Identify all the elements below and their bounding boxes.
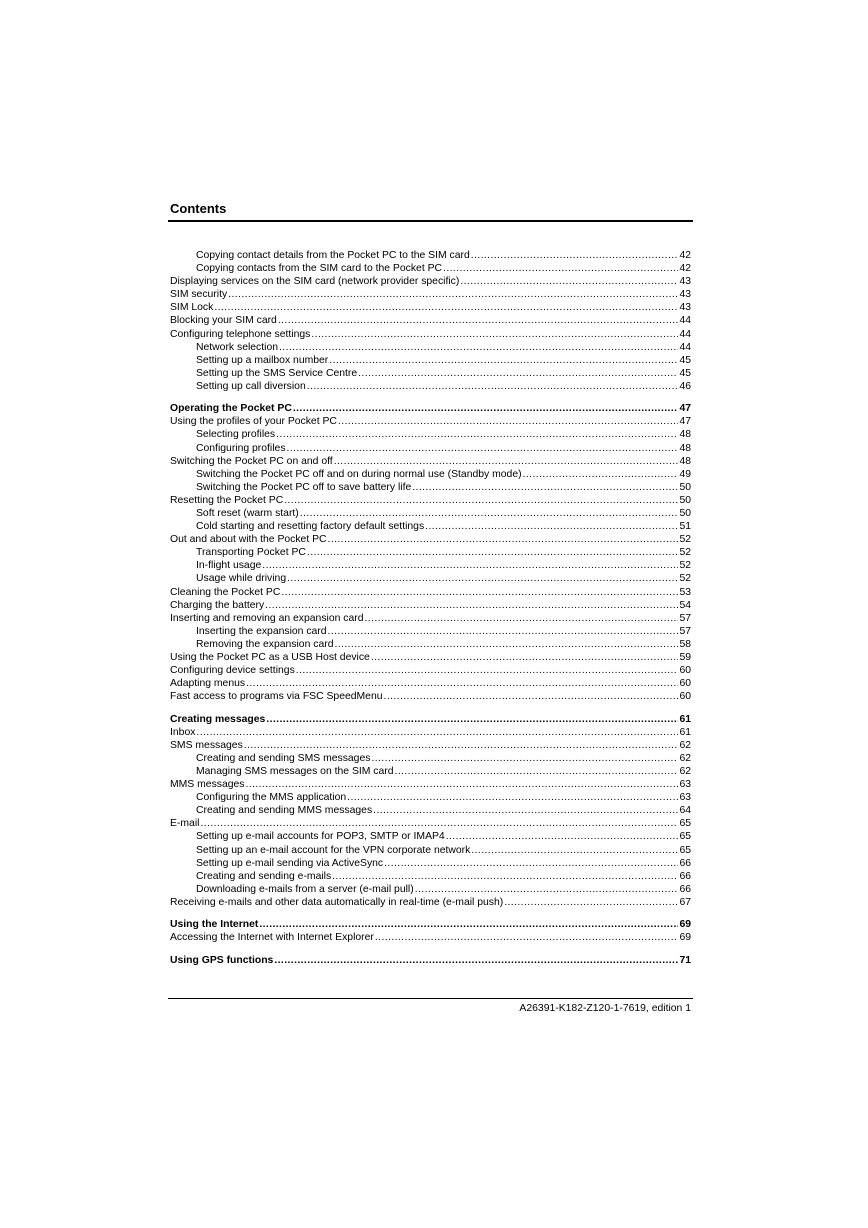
toc-dot-leader: [265, 599, 678, 612]
toc-page-number: 66: [679, 870, 691, 882]
toc-entry[interactable]: [170, 314, 691, 327]
toc-page-number: 43: [679, 289, 691, 301]
toc-dot-leader: [244, 739, 679, 752]
toc-entry[interactable]: [170, 830, 691, 843]
toc-entry[interactable]: [170, 612, 691, 625]
toc-entry-title: Displaying services on the SIM card (network provider specific): [170, 276, 460, 288]
toc-entry[interactable]: [170, 262, 691, 275]
toc-page-number: 62: [679, 739, 691, 751]
toc-dot-leader: [471, 249, 679, 262]
toc-entry-title: Transporting Pocket PC: [196, 547, 306, 559]
toc-entry-title: Blocking your SIM card: [170, 315, 277, 327]
toc-entry[interactable]: [170, 896, 691, 909]
toc-dot-leader: [300, 507, 679, 520]
toc-dot-leader: [246, 778, 679, 791]
toc-dot-leader: [228, 288, 678, 301]
toc-dot-leader: [266, 713, 678, 726]
toc-page-number: 44: [679, 315, 691, 327]
toc-entry[interactable]: [170, 870, 691, 883]
toc-dot-leader: [334, 638, 678, 651]
toc-page-number: 63: [679, 792, 691, 804]
toc-page-number: 45: [679, 367, 691, 379]
toc-dot-leader: [443, 262, 678, 275]
toc-page-number: 67: [679, 896, 691, 908]
toc-entry[interactable]: [170, 354, 691, 367]
toc-entry-title: SIM security: [170, 289, 228, 301]
toc-dot-leader: [287, 572, 678, 585]
toc-entry[interactable]: [170, 857, 691, 870]
toc-entry-title: Switching the Pocket PC on and off: [170, 455, 333, 467]
toc-entry-title: Resetting the Pocket PC: [170, 494, 284, 506]
toc-page-number: 52: [679, 573, 691, 585]
toc-dot-leader: [328, 533, 679, 546]
toc-entry[interactable]: [170, 804, 691, 817]
toc-page-number: 52: [679, 560, 691, 572]
toc-dot-leader: [334, 455, 679, 468]
toc-entry[interactable]: [170, 546, 691, 559]
toc-dot-leader: [278, 314, 679, 327]
table-of-contents: [170, 249, 691, 967]
toc-page-number: 44: [679, 328, 691, 340]
toc-entry[interactable]: [170, 533, 691, 546]
toc-entry-title: Operating the Pocket PC: [170, 403, 292, 415]
toc-page-number: 43: [679, 276, 691, 288]
toc-entry-title: Adapting menus: [170, 678, 246, 690]
toc-page-number: 60: [679, 665, 691, 677]
toc-entry-title: In-flight usage: [196, 560, 262, 572]
toc-entry-title: SMS messages: [170, 739, 243, 751]
toc-page-number: 57: [679, 612, 691, 624]
toc-dot-leader: [296, 664, 679, 677]
toc-entry[interactable]: [170, 638, 691, 651]
toc-dot-leader: [471, 844, 678, 857]
toc-entry[interactable]: [170, 559, 691, 572]
footer-divider: [168, 998, 693, 999]
toc-chapter-entry[interactable]: [170, 954, 691, 967]
toc-page-number: 43: [679, 302, 691, 314]
toc-entry[interactable]: [170, 442, 691, 455]
toc-dot-leader: [425, 520, 678, 533]
toc-entry-title: Receiving e-mails and other data automatically in real-time (e-mail push): [170, 896, 504, 908]
toc-dot-leader: [284, 494, 678, 507]
toc-page-number: 54: [679, 599, 691, 611]
toc-dot-leader: [311, 328, 678, 341]
toc-dot-leader: [196, 726, 678, 739]
toc-chapter-entry[interactable]: [170, 402, 691, 415]
toc-entry-title: Fast access to programs via FSC SpeedMenu: [170, 691, 383, 703]
toc-page-number: 69: [679, 919, 691, 931]
toc-page-number: 61: [679, 713, 691, 725]
toc-entry-title: Inbox: [170, 726, 196, 738]
toc-page-number: 58: [679, 638, 691, 650]
toc-entry-title: Switching the Pocket PC off to save battery life: [196, 481, 412, 493]
toc-dot-leader: [276, 428, 678, 441]
toc-dot-leader: [415, 883, 679, 896]
toc-dot-leader: [395, 765, 679, 778]
toc-entry-title: Removing the expansion card: [196, 638, 334, 650]
toc-entry-title: Copying contacts from the SIM card to the Pocket PC: [196, 263, 443, 275]
toc-page-number: 65: [679, 818, 691, 830]
toc-entry-title: Using the profiles of your Pocket PC: [170, 416, 337, 428]
toc-entry-title: Using the Internet: [170, 919, 259, 931]
toc-page-number: 60: [679, 691, 691, 703]
toc-page-number: 64: [679, 805, 691, 817]
toc-entry-title: Configuring telephone settings: [170, 328, 311, 340]
toc-entry-title: Downloading e-mails from a server (e-mail pull): [196, 883, 414, 895]
toc-page-number: 48: [679, 455, 691, 467]
toc-entry-title: SIM Lock: [170, 302, 214, 314]
toc-dot-leader: [523, 468, 679, 481]
toc-entry-title: Inserting the expansion card: [196, 625, 327, 637]
toc-entry-title: Usage while driving: [196, 573, 287, 585]
toc-dot-leader: [460, 275, 678, 288]
toc-entry-title: Cleaning the Pocket PC: [170, 586, 281, 598]
toc-dot-leader: [358, 367, 678, 380]
toc-page-number: 71: [679, 954, 691, 966]
toc-entry-title: Setting up a mailbox number: [196, 354, 329, 366]
toc-entry[interactable]: [170, 625, 691, 638]
toc-entry-title: Inserting and removing an expansion card: [170, 612, 364, 624]
toc-entry[interactable]: [170, 599, 691, 612]
toc-page-number: 66: [679, 857, 691, 869]
toc-dot-leader: [375, 931, 679, 944]
toc-page-number: 65: [679, 844, 691, 856]
toc-entry[interactable]: [170, 752, 691, 765]
toc-page-number: 66: [679, 883, 691, 895]
toc-entry[interactable]: [170, 520, 691, 533]
toc-dot-leader: [371, 651, 679, 664]
toc-entry[interactable]: [170, 572, 691, 585]
toc-dot-leader: [412, 481, 678, 494]
toc-entry[interactable]: [170, 341, 691, 354]
toc-page-number: 50: [679, 494, 691, 506]
toc-entry[interactable]: [170, 380, 691, 393]
toc-chapter-entry[interactable]: [170, 918, 691, 931]
toc-dot-leader: [262, 559, 678, 572]
toc-dot-leader: [373, 804, 678, 817]
toc-dot-leader: [504, 896, 678, 909]
toc-entry[interactable]: [170, 455, 691, 468]
toc-entry-title: Setting up the SMS Service Centre: [196, 367, 358, 379]
toc-page-number: 50: [679, 507, 691, 519]
header-divider: [168, 220, 693, 222]
toc-page-number: 48: [679, 442, 691, 454]
toc-dot-leader: [371, 752, 678, 765]
toc-dot-leader: [365, 612, 679, 625]
toc-dot-leader: [274, 954, 678, 967]
toc-entry[interactable]: [170, 844, 691, 857]
toc-entry-title: Selecting profiles: [196, 429, 276, 441]
toc-page-number: 42: [679, 263, 691, 275]
toc-page-number: 48: [679, 429, 691, 441]
toc-page-number: 62: [679, 752, 691, 764]
toc-entry[interactable]: [170, 481, 691, 494]
toc-entry-title: Setting up call diversion: [196, 380, 306, 392]
toc-page-number: 42: [679, 250, 691, 261]
toc-entry-title: Setting up an e-mail account for the VPN corporate network: [196, 844, 471, 856]
toc-entry[interactable]: [170, 428, 691, 441]
toc-entry-title: Creating messages: [170, 713, 266, 725]
toc-entry-title: Managing SMS messages on the SIM card: [196, 765, 394, 777]
toc-dot-leader: [328, 625, 679, 638]
toc-entry[interactable]: [170, 301, 691, 314]
toc-page-number: 69: [679, 932, 691, 944]
toc-entry[interactable]: [170, 367, 691, 380]
toc-dot-leader: [281, 586, 678, 599]
toc-entry-title: Soft reset (warm start): [196, 507, 299, 519]
toc-entry[interactable]: [170, 288, 691, 301]
toc-entry[interactable]: [170, 690, 691, 703]
toc-page-number: 65: [679, 831, 691, 843]
toc-page-number: 57: [679, 625, 691, 637]
toc-entry-title: Accessing the Internet with Internet Explorer: [170, 932, 374, 944]
toc-entry[interactable]: [170, 677, 691, 690]
page-title: Contents: [170, 201, 227, 216]
toc-entry[interactable]: [170, 739, 691, 752]
toc-entry[interactable]: [170, 494, 691, 507]
toc-entry[interactable]: [170, 507, 691, 520]
toc-page-number: 61: [679, 726, 691, 738]
toc-dot-leader: [332, 870, 678, 883]
toc-entry[interactable]: [170, 415, 691, 428]
document-id: A26391-K182-Z120-1-7619, edition 1: [519, 1003, 691, 1014]
toc-entry[interactable]: [170, 931, 691, 944]
toc-page-number: 59: [679, 652, 691, 663]
toc-entry[interactable]: [170, 328, 691, 341]
toc-entry-title: Setting up e-mail accounts for POP3, SMTP or IMAP4: [196, 831, 445, 843]
toc-entry-title: Configuring the MMS application: [196, 792, 347, 804]
toc-entry-title: Charging the battery: [170, 599, 265, 611]
toc-dot-leader: [329, 354, 678, 367]
toc-page-number: 60: [679, 678, 691, 690]
toc-page-number: 47: [679, 416, 691, 428]
toc-entry[interactable]: [170, 586, 691, 599]
toc-page-number: 47: [679, 403, 691, 415]
toc-dot-leader: [246, 677, 678, 690]
toc-entry-title: Cold starting and resetting factory default settings: [196, 521, 425, 533]
toc-page-number: 44: [679, 341, 691, 353]
toc-page-number: 63: [679, 779, 691, 791]
toc-dot-leader: [279, 341, 678, 354]
toc-dot-leader: [293, 402, 679, 415]
toc-entry-title: Configuring device settings: [170, 665, 295, 677]
toc-entry-title: MMS messages: [170, 779, 245, 791]
toc-entry-title: Configuring profiles: [196, 442, 286, 454]
toc-entry-title: Using the Pocket PC as a USB Host device: [170, 652, 370, 663]
toc-page-number: 45: [679, 354, 691, 366]
toc-entry[interactable]: [170, 791, 691, 804]
toc-page-number: 52: [679, 547, 691, 559]
toc-entry-title: Network selection: [196, 341, 279, 353]
toc-entry-title: E-mail: [170, 818, 200, 830]
toc-entry[interactable]: [170, 468, 691, 481]
toc-entry-title: Using GPS functions: [170, 954, 274, 966]
toc-page-number: 51: [679, 521, 691, 533]
toc-entry-title: Copying contact details from the Pocket PC to the SIM card: [196, 250, 470, 261]
toc-dot-leader: [446, 830, 679, 843]
toc-entry[interactable]: [170, 664, 691, 677]
toc-entry-title: Creating and sending e-mails: [196, 870, 332, 882]
toc-entry-title: Switching the Pocket PC off and on during normal use (Standby mode): [196, 468, 522, 480]
toc-page-number: 53: [679, 586, 691, 598]
toc-entry[interactable]: [170, 765, 691, 778]
toc-page-number: 52: [679, 534, 691, 546]
toc-entry[interactable]: [170, 883, 691, 896]
toc-entry-title: Creating and sending MMS messages: [196, 805, 373, 817]
toc-entry[interactable]: [170, 249, 691, 262]
toc-entry-title: Creating and sending SMS messages: [196, 752, 371, 764]
toc-page-number: 50: [679, 481, 691, 493]
toc-dot-leader: [287, 442, 679, 455]
toc-page-number: 62: [679, 765, 691, 777]
toc-dot-leader: [259, 918, 678, 931]
toc-entry[interactable]: [170, 275, 691, 288]
toc-page-number: 49: [679, 468, 691, 480]
toc-dot-leader: [347, 791, 678, 804]
toc-entry[interactable]: [170, 817, 691, 830]
toc-dot-leader: [307, 546, 679, 559]
toc-chapter-entry[interactable]: [170, 713, 691, 726]
toc-dot-leader: [384, 857, 678, 870]
toc-dot-leader: [338, 415, 679, 428]
toc-entry[interactable]: [170, 651, 691, 664]
toc-dot-leader: [307, 380, 679, 393]
toc-entry[interactable]: [170, 726, 691, 739]
toc-dot-leader: [214, 301, 678, 314]
toc-page-number: 46: [679, 380, 691, 392]
toc-entry-title: Setting up e-mail sending via ActiveSync: [196, 857, 384, 869]
toc-entry[interactable]: [170, 778, 691, 791]
toc-dot-leader: [200, 817, 678, 830]
toc-dot-leader: [384, 690, 679, 703]
toc-entry-title: Out and about with the Pocket PC: [170, 534, 327, 546]
